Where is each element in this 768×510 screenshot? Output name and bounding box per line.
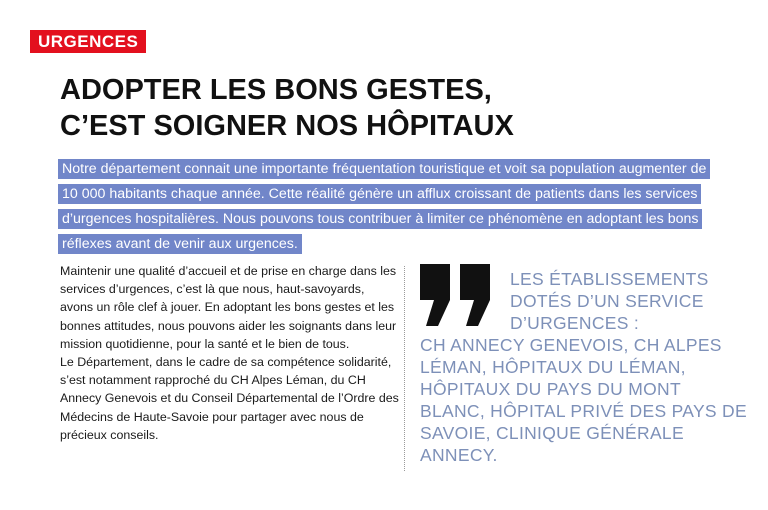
article-title xyxy=(60,72,710,144)
intro-highlight: Notre département connait une importante fréquentation touristique et voit sa population augmenter de 10 000 habitants chaque année. Cette réalité génère un afflux croissant de patients dans les services d’urgences hospitalières. Nous pouvons tous contribuer à limiter ce phénomène en adoptant les bons réflexes avant de venir aux urgences. xyxy=(58,159,710,254)
body-column xyxy=(60,262,400,444)
section-tag: URGENCES xyxy=(30,30,146,53)
title-line-1: ADOPTER LES BONS GESTES, xyxy=(60,74,492,106)
title-line-2: C’EST SOIGNER NOS HÔPITAUX xyxy=(60,110,514,142)
aside-heading: LES ÉTABLISSEMENTS DOTÉS D’UN SERVICE D’URGENCES : xyxy=(510,269,709,333)
body-paragraph-2: Le Département, dans le cadre de sa compétence solidarité, s’est notamment rapproché du CH Alpes Léman, du CH Annecy Genevois et du Conseil Départemental de l’Ordre des Médecins de Haute-Savoie pour partager avec nous de précieux conseils. xyxy=(60,355,399,442)
body-paragraph-1: Maintenir une qualité d’accueil et de prise en charge dans les services d’urgences, c’est là que nous, haut-savoyards, avons un rôle clef à jouer. En adoptant les bons gestes et les bonnes attitudes, nous pouvons aider les soignants dans leur mission quotidienne, pour la santé et le bien de tous. xyxy=(60,264,397,351)
establishments-aside xyxy=(420,268,750,466)
column-divider xyxy=(404,266,405,471)
aside-list: CH ANNECY GENEVOIS, CH ALPES LÉMAN, HÔPITAUX DU LÉMAN, HÔPITAUX DU PAYS DU MONT BLANC, HÔPITAL PRIVÉ DES PAYS DE SAVOIE, CLINIQUE GÉNÉRALE ANNECY. xyxy=(420,335,747,465)
intro-paragraph xyxy=(58,157,718,257)
